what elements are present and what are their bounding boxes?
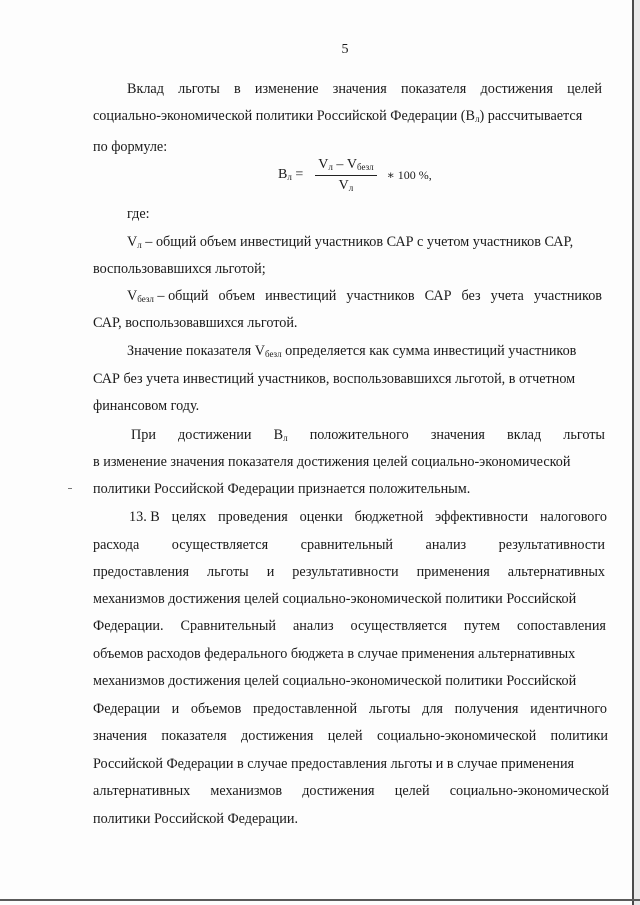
formula-fraction — [315, 157, 376, 194]
word: анализ — [425, 537, 467, 553]
word: Федерации. — [93, 618, 164, 634]
word: сопоставления — [516, 618, 606, 634]
text-line: воспользовавшихся льготой; — [93, 261, 266, 277]
formula-numerator: $V_л - V_{безл}$ — [315, 157, 376, 176]
word: политики — [550, 728, 608, 744]
word: показателя — [161, 728, 227, 744]
text-line: Российской Федерации в случае предоставления льготы и в случае применения — [93, 756, 575, 772]
text-line: по формуле: — [93, 139, 168, 155]
text-line: социально-экономической политики Российской Федерации $(В_л)$ рассчитывается — [93, 108, 583, 124]
word: в — [233, 81, 241, 97]
word: достижения — [480, 81, 553, 97]
text-line — [127, 80, 602, 98]
word: участников — [346, 288, 415, 304]
word: целей — [567, 81, 602, 97]
word: льготы — [368, 701, 411, 717]
word: целей — [327, 728, 363, 744]
word: учета — [490, 288, 524, 304]
word: Сравнительный — [180, 618, 277, 634]
formula — [278, 152, 432, 198]
text-line: САР без учета инвестиций участников, воспользовавшихся льготой, в отчетном — [93, 371, 576, 387]
word: достижения — [302, 783, 375, 799]
text-line — [131, 426, 605, 447]
word: льготы — [207, 564, 249, 580]
text-line: политики Российской Федерации. — [93, 811, 299, 827]
scan-edge-right — [632, 0, 634, 905]
text-line: механизмов достижения целей социально-экономической политики Российской — [93, 591, 577, 607]
text-line: финансовом году. — [93, 398, 200, 414]
text-line: политики Российской Федерации признается положительным. — [93, 481, 471, 497]
word: Вклад — [127, 81, 164, 97]
word: путем — [463, 618, 500, 634]
word: расхода — [93, 537, 140, 553]
word: альтернативных — [93, 783, 191, 799]
text-line: механизмов достижения целей социально-экономической политики Российской — [93, 673, 577, 689]
text-line — [93, 700, 607, 718]
text-line: Значение показателя $V_{безл}$ определяется как сумма инвестиций участников — [127, 343, 577, 359]
formula-denominator: $V_л$ — [338, 177, 354, 193]
word: достижении — [178, 427, 252, 443]
word: – общий — [157, 288, 209, 304]
word: получения — [454, 701, 519, 717]
text-line: САР, воспользовавшихся льготой. — [93, 315, 298, 331]
word: целей — [394, 783, 430, 799]
scan-edge-shadow — [634, 0, 640, 905]
word: осуществляется — [350, 618, 447, 634]
word: 13. В — [129, 509, 160, 525]
formula-lhs: $В_л$ = — [278, 167, 304, 182]
word: идентичного — [530, 701, 607, 717]
text-line — [93, 536, 605, 554]
word: изменение — [254, 81, 319, 97]
word: САР — [424, 288, 452, 304]
text-line: $V_{безл}$ – общий объем инвестиций участников САР без учета участников — [127, 287, 602, 308]
word: бюджетной — [354, 509, 424, 525]
word: сравнительный — [300, 537, 394, 553]
word: и — [171, 701, 180, 717]
word: объемов — [190, 701, 242, 717]
word: применения — [416, 564, 490, 580]
word: инвестиций — [265, 288, 337, 304]
word: Федерации — [93, 701, 161, 717]
text-line: объемов расходов федерального бюджета в случае применения альтернативных — [93, 646, 576, 662]
word: без — [461, 288, 481, 304]
word: предоставленной — [252, 701, 358, 717]
word: предоставления — [93, 564, 190, 580]
word: результативности — [292, 564, 399, 580]
text-line — [93, 727, 608, 745]
word: показателя — [400, 81, 467, 97]
word: льготы — [563, 427, 605, 443]
text-line — [93, 617, 606, 635]
word: альтернативных — [507, 564, 605, 580]
text-line: где: — [127, 206, 150, 222]
word: для — [422, 701, 443, 717]
word: налогового — [539, 509, 607, 525]
text-line — [93, 782, 609, 800]
word: механизмов — [210, 783, 283, 799]
word: вклад — [507, 427, 542, 443]
word: анализ — [292, 618, 334, 634]
word: осуществляется — [171, 537, 269, 553]
page-number: 5 — [341, 42, 349, 57]
text-line — [129, 508, 607, 526]
scan-edge-bottom — [0, 899, 640, 901]
word: результативности — [498, 537, 605, 553]
word: эффективности — [435, 509, 529, 525]
word: льготы — [178, 81, 220, 97]
word: оценки — [299, 509, 343, 525]
text-line: $V_л$ – общий объем инвестиций участников САР с учетом участников САР, — [127, 234, 574, 250]
text-line: в изменение значения показателя достижения целей социально-экономической — [93, 454, 571, 470]
margin-mark — [68, 488, 72, 489]
text-line — [93, 563, 605, 581]
formula-multiplier: ∗ 100 %, — [386, 167, 432, 182]
word: $В_л$ — [273, 427, 288, 443]
word: достижения — [241, 728, 314, 744]
word: проведения — [218, 509, 288, 525]
word: целях — [171, 509, 207, 525]
word: значения — [332, 81, 387, 97]
word: объем — [218, 288, 256, 304]
word: При — [131, 427, 156, 443]
word: социально-экономической — [449, 783, 609, 799]
word: и — [266, 564, 275, 580]
word: участников — [533, 288, 602, 304]
word: значения — [93, 728, 148, 744]
word: положительного — [309, 427, 409, 443]
word: значения — [430, 427, 485, 443]
word: социально-экономической — [376, 728, 537, 744]
